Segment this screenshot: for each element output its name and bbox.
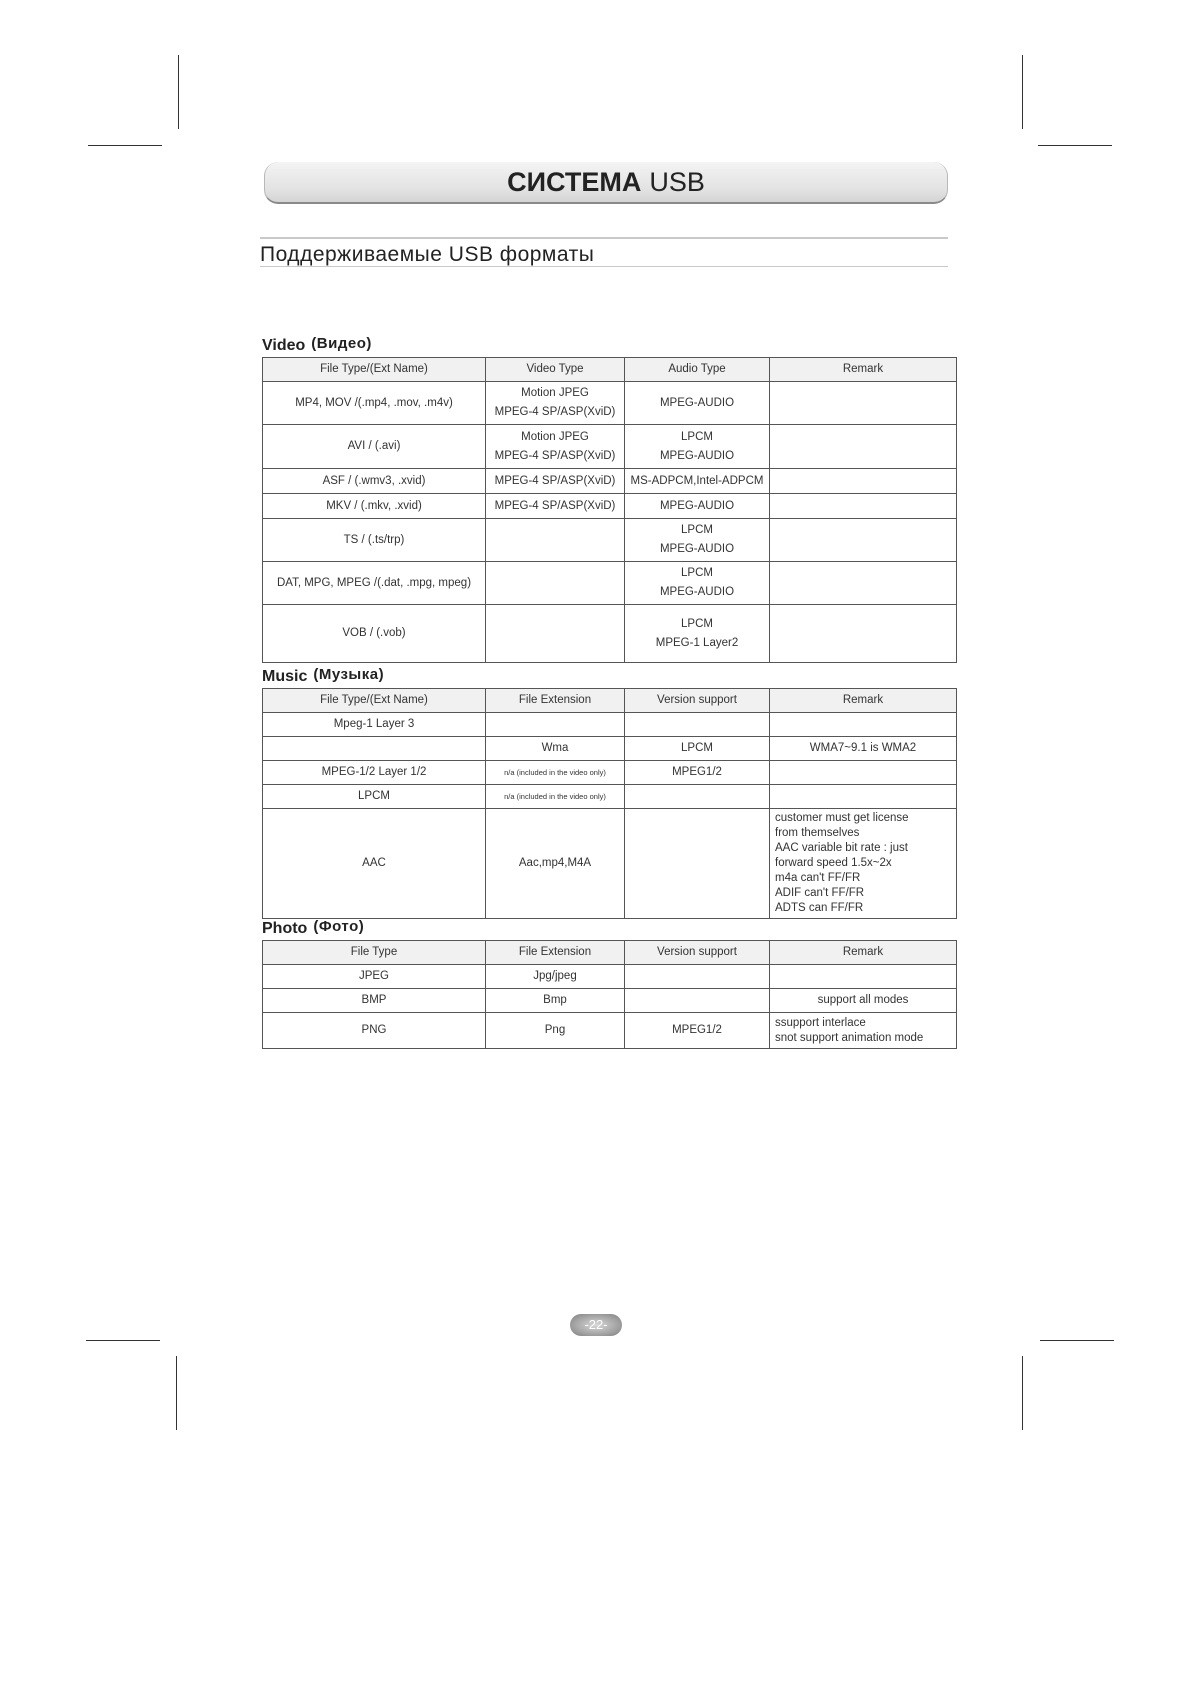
file-type-cell: ASF / (.wmv3, .xvid) [263, 469, 486, 494]
video-label: Video [262, 337, 306, 354]
crop-mark [178, 55, 179, 129]
remark-cell [770, 425, 957, 469]
table-header-row [263, 358, 957, 382]
cell-line: ADTS can FF/FR [775, 902, 864, 914]
photo-section-label [262, 920, 364, 938]
video-type-cell [486, 469, 625, 494]
remark-cell [770, 809, 957, 919]
remark-cell [770, 785, 957, 809]
remark-cell [770, 965, 957, 989]
table-row [263, 519, 957, 562]
cell-line: MPEG-AUDIO [659, 499, 735, 512]
file-type-cell: MP4, MOV /(.mp4, .mov, .m4v) [263, 382, 486, 425]
audio-type-cell [625, 425, 770, 469]
column-header: File Type [263, 941, 486, 965]
cell-line: ADIF can't FF/FR [775, 887, 865, 899]
cell-line: MPEG-4 SP/ASP(XviD) [494, 449, 616, 462]
cell-line: AAC variable bit rate : just [775, 842, 908, 854]
file-type-cell: BMP [263, 989, 486, 1013]
cell-line: customer must get license [775, 812, 909, 824]
version-support-cell: LPCM [625, 737, 770, 761]
table-row [263, 809, 957, 919]
table-row [263, 761, 957, 785]
file-type-cell: VOB / (.vob) [263, 605, 486, 663]
table-header-row [263, 689, 957, 713]
crop-mark [86, 1340, 160, 1341]
cell-line: MPEG-AUDIO [659, 543, 735, 555]
title-rest: USB [649, 166, 705, 197]
file-extension-cell: Wma [486, 737, 625, 761]
table-row [263, 605, 957, 663]
cell-line: MPEG-AUDIO [659, 449, 735, 462]
version-support-cell: MPEG1/2 [625, 1013, 770, 1049]
file-type-cell: AAC [263, 809, 486, 919]
cell-line: MPEG-4 SP/ASP(XviD) [494, 474, 616, 487]
file-extension-cell: Jpg/jpeg [486, 965, 625, 989]
cell-line: ssupport interlace [775, 1016, 866, 1029]
section-subtitle: Поддерживаемые USB форматы [260, 237, 948, 267]
file-type-cell: Mpeg-1 Layer 3 [263, 713, 486, 737]
crop-mark [1038, 145, 1112, 146]
remark-cell [770, 713, 957, 737]
table-row [263, 562, 957, 605]
page-title [264, 162, 948, 204]
crop-mark [1040, 1340, 1114, 1341]
video-type-cell [486, 605, 625, 663]
audio-type-cell [625, 469, 770, 494]
music-label-ru: (Музыка) [313, 666, 385, 683]
column-header: Version support [625, 689, 770, 713]
version-support-cell: MPEG1/2 [625, 761, 770, 785]
table-header-row [263, 941, 957, 965]
video-type-cell [486, 562, 625, 605]
crop-mark [1022, 55, 1023, 129]
video-label-ru: (Видео) [311, 335, 372, 352]
table-row [263, 382, 957, 425]
file-type-cell: JPEG [263, 965, 486, 989]
cell-line: LPCM [681, 524, 713, 536]
music-formats-table [262, 688, 957, 919]
column-header: Video Type [486, 358, 625, 382]
file-type-cell: AVI / (.avi) [263, 425, 486, 469]
remark-cell [770, 519, 957, 562]
file-type-cell: PNG [263, 1013, 486, 1049]
cell-line: forward speed 1.5x~2x [775, 857, 892, 869]
remark-cell [770, 989, 957, 1013]
cell-line: MPEG-4 SP/ASP(XviD) [494, 406, 616, 418]
version-support-cell [625, 989, 770, 1013]
video-formats-table [262, 357, 957, 663]
remark-cell [770, 382, 957, 425]
table-row [263, 469, 957, 494]
cell-line: WMA7~9.1 is WMA2 [809, 742, 917, 754]
table-row [263, 1013, 957, 1049]
file-extension-cell: n/a (included in the video only) [486, 761, 625, 785]
column-header: Version support [625, 941, 770, 965]
column-header: File Type/(Ext Name) [263, 358, 486, 382]
column-header: Audio Type [625, 358, 770, 382]
cell-line: MPEG-4 SP/ASP(XviD) [494, 499, 616, 512]
remark-cell [770, 1013, 957, 1049]
audio-type-cell [625, 519, 770, 562]
crop-mark [88, 145, 162, 146]
table-row [263, 737, 957, 761]
cell-line: MPEG-AUDIO [659, 396, 735, 409]
table-row [263, 425, 957, 469]
music-label: Music [262, 668, 308, 685]
file-type-cell: TS / (.ts/trp) [263, 519, 486, 562]
table-row [263, 713, 957, 737]
cell-line: support all modes [817, 994, 909, 1006]
audio-type-cell [625, 382, 770, 425]
file-extension-cell: Aac,mp4,M4A [486, 809, 625, 919]
video-type-cell [486, 519, 625, 562]
cell-line: m4a can't FF/FR [775, 872, 861, 884]
cell-line: MPEG-1 Layer2 [655, 636, 739, 649]
table-row [263, 494, 957, 519]
cell-line: snot support animation mode [775, 1031, 924, 1044]
cell-line: LPCM [681, 567, 713, 579]
audio-type-cell [625, 605, 770, 663]
column-header: Remark [770, 941, 957, 965]
video-section-label [262, 337, 372, 355]
file-extension-cell [486, 713, 625, 737]
crop-mark [1022, 1356, 1023, 1430]
cell-line: LPCM [681, 430, 713, 443]
cell-line: from themselves [775, 827, 860, 839]
audio-type-cell [625, 562, 770, 605]
cell-line: Motion JPEG [521, 430, 589, 443]
video-type-cell [486, 494, 625, 519]
column-header: Remark [770, 358, 957, 382]
file-extension-cell: Bmp [486, 989, 625, 1013]
version-support-cell [625, 785, 770, 809]
column-header: Remark [770, 689, 957, 713]
cell-line: Motion JPEG [521, 387, 589, 399]
photo-formats-table [262, 940, 957, 1049]
table-row [263, 989, 957, 1013]
file-type-cell: MPEG-1/2 Layer 1/2 [263, 761, 486, 785]
file-type-cell: MKV / (.mkv, .xvid) [263, 494, 486, 519]
cell-line: MPEG-AUDIO [659, 586, 735, 598]
remark-cell [770, 737, 957, 761]
table-row [263, 785, 957, 809]
file-extension-cell: Png [486, 1013, 625, 1049]
crop-mark [176, 1356, 177, 1430]
file-type-cell: DAT, MPG, MPEG /(.dat, .mpg, mpeg) [263, 562, 486, 605]
remark-cell [770, 562, 957, 605]
cell-line: LPCM [681, 617, 713, 630]
title-bold: СИСТЕМА [507, 166, 642, 197]
photo-label-ru: (Фото) [313, 918, 365, 935]
cell-line: MS-ADPCM,Intel-ADPCM [630, 474, 764, 487]
remark-cell [770, 469, 957, 494]
file-type-cell: LPCM [263, 785, 486, 809]
version-support-cell [625, 809, 770, 919]
table-row [263, 965, 957, 989]
page-number: -22- [570, 1314, 622, 1336]
video-type-cell [486, 425, 625, 469]
file-extension-cell: n/a (included in the video only) [486, 785, 625, 809]
remark-cell [770, 494, 957, 519]
column-header: File Type/(Ext Name) [263, 689, 486, 713]
remark-cell [770, 605, 957, 663]
column-header: File Extension [486, 941, 625, 965]
remark-cell [770, 761, 957, 785]
column-header: File Extension [486, 689, 625, 713]
photo-label: Photo [262, 920, 308, 937]
file-type-cell [263, 737, 486, 761]
music-section-label [262, 668, 384, 686]
version-support-cell [625, 965, 770, 989]
video-type-cell [486, 382, 625, 425]
audio-type-cell [625, 494, 770, 519]
version-support-cell [625, 713, 770, 737]
